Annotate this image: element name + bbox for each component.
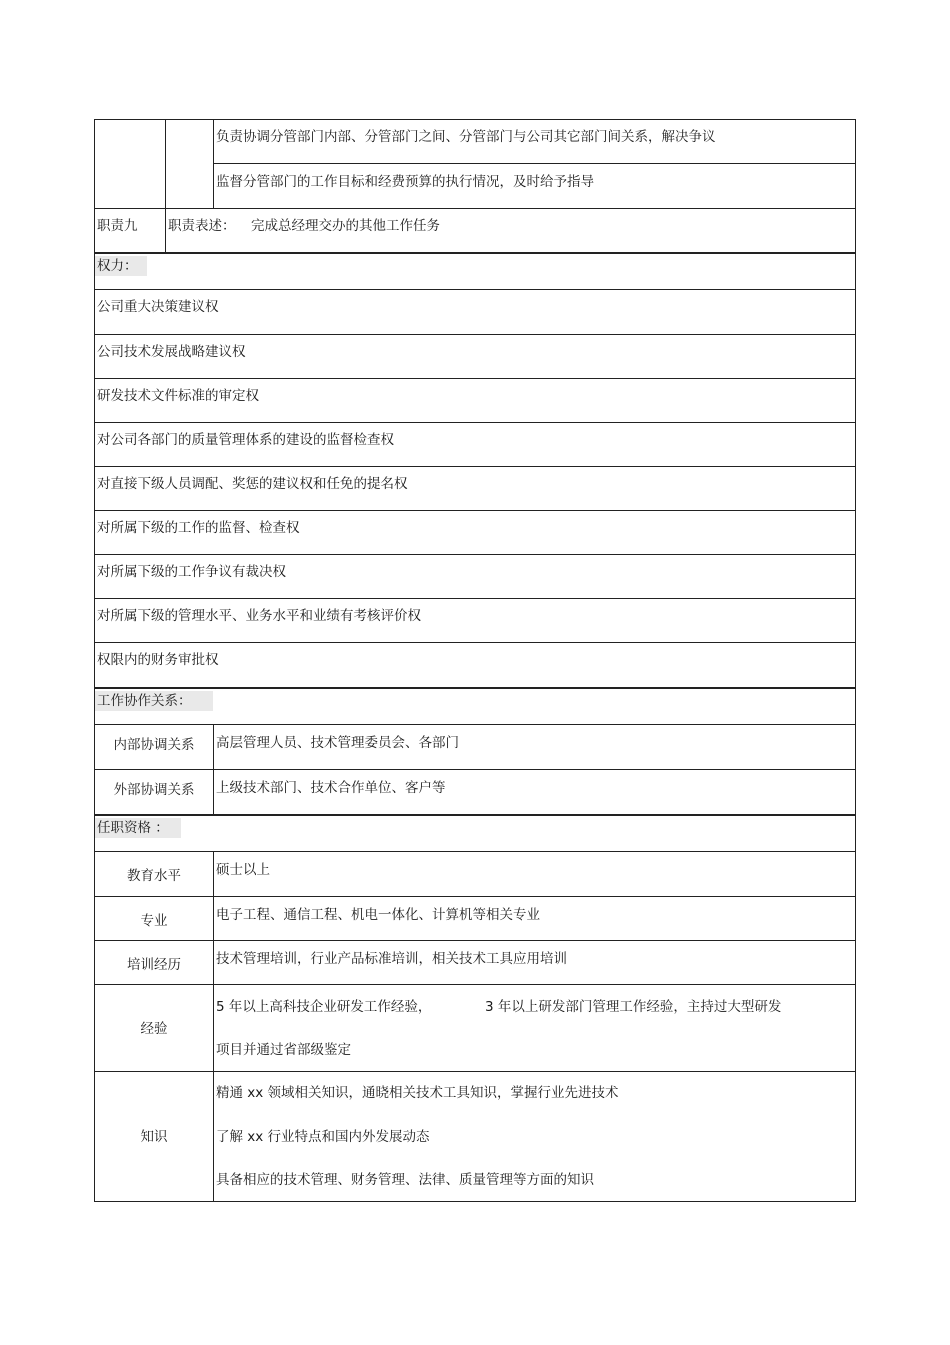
duty-8-row (95, 120, 855, 208)
duty-9-label: 职责九 (97, 218, 138, 234)
major-row (95, 896, 855, 940)
education-value: 硕士以上 (216, 862, 270, 878)
knowledge-line-2: 了解 xx 行业特点和国内外发展动态 (216, 1129, 430, 1145)
knowledge-row (95, 1071, 855, 1201)
training-label: 培训经历 (127, 957, 181, 973)
experience-line-1b: 3 年以上研发部门管理工作经验，主持过大型研发 (485, 999, 782, 1015)
authority-list (94, 289, 856, 687)
major-label: 专业 (140, 913, 168, 929)
experience-line-1a: 5 年以上高科技企业研发工作经验， (216, 999, 432, 1015)
authority-item: 研发技术文件标准的审定权 (95, 378, 855, 422)
collaboration-row-internal (95, 725, 855, 769)
external-label: 外部协调关系 (113, 782, 195, 798)
qualifications-header (94, 814, 856, 851)
authority-item: 对直接下级人员调配、奖惩的建议权和任免的提名权 (95, 466, 855, 510)
collaboration-header (94, 687, 856, 724)
experience-label: 经验 (140, 1021, 168, 1037)
job-description-table (94, 119, 856, 1202)
authority-item: 权限内的财务审批权 (95, 642, 855, 687)
collaboration-list (94, 724, 856, 814)
experience-line-2: 项目并通过省部级鉴定 (216, 1042, 351, 1058)
duty-8-line-2: 监督分管部门的工作目标和经费预算的执行情况，及时给予指导 (216, 174, 594, 190)
qualifications-list (94, 851, 856, 1202)
knowledge-label: 知识 (140, 1129, 168, 1145)
knowledge-line-3: 具备相应的技术管理、财务管理、法律、质量管理等方面的知识 (216, 1172, 594, 1188)
training-row (95, 940, 855, 984)
qualifications-title: 任职资格 ： (95, 818, 181, 838)
education-row (95, 852, 855, 896)
external-value: 上级技术部门、技术合作单位、客户等 (216, 780, 446, 796)
internal-label: 内部协调关系 (113, 737, 195, 753)
authority-header (94, 252, 856, 289)
authority-item: 对所属下级的工作争议有裁决权 (95, 554, 855, 598)
duties-block (94, 119, 856, 252)
authority-title: 权力： (95, 256, 147, 276)
collaboration-title: 工作协作关系： (95, 691, 213, 711)
authority-item: 对所属下级的工作的监督、检查权 (95, 510, 855, 554)
authority-item: 对所属下级的管理水平、业务水平和业绩有考核评价权 (95, 598, 855, 642)
experience-row (95, 984, 855, 1071)
major-value: 电子工程、通信工程、机电一体化、计算机等相关专业 (216, 907, 540, 923)
internal-value: 高层管理人员、技术管理委员会、各部门 (216, 735, 459, 751)
duty-8-line-1: 负责协调分管部门内部、分管部门之间、分管部门与公司其它部门间关系，解决争议 (216, 129, 716, 145)
duty-9-prefix: 职责表述： (168, 218, 236, 234)
collaboration-row-external (95, 769, 855, 814)
duty-9-text: 完成总经理交办的其他工作任务 (251, 218, 440, 234)
knowledge-line-1: 精通 xx 领域相关知识，通晓相关技术工具知识，掌握行业先进技术 (216, 1085, 619, 1101)
authority-item: 公司技术发展战略建议权 (95, 334, 855, 378)
duty-9-row (95, 208, 855, 253)
education-label: 教育水平 (127, 868, 181, 884)
authority-item: 公司重大决策建议权 (97, 299, 219, 315)
authority-item: 对公司各部门的质量管理体系的建设的监督检查权 (95, 422, 855, 466)
training-value: 技术管理培训，行业产品标准培训，相关技术工具应用培训 (216, 951, 567, 967)
